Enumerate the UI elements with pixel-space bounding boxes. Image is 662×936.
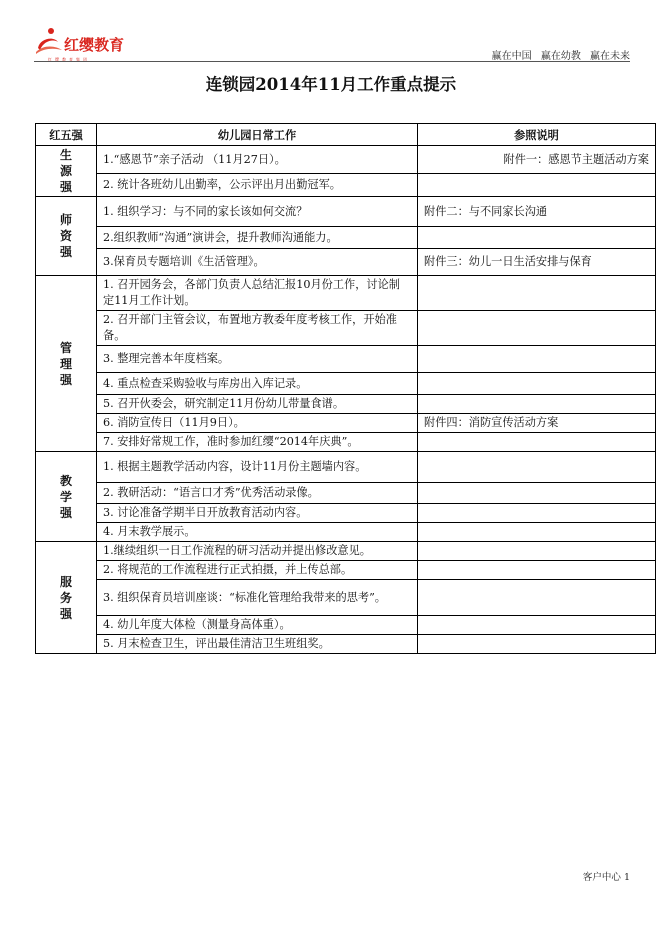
task-cell: 1. 组织学习：与不同的家长该如何交流？ — [97, 197, 418, 227]
table-row — [36, 276, 656, 311]
task-cell: 1. 召开园务会，各部门负责人总结汇报10月份工作，讨论制定11月工作计划。 — [97, 276, 418, 311]
task-cell: 5. 月末检查卫生，评出最佳清洁卫生班组奖。 — [97, 635, 418, 654]
table-row — [36, 346, 656, 373]
reference-cell — [418, 174, 656, 197]
column-header-reference: 参照说明 — [418, 124, 656, 146]
reference-cell — [418, 433, 656, 452]
table-row — [36, 414, 656, 433]
page-footer: 客户中心 1 — [582, 872, 630, 883]
column-header-daily-work: 幼儿园日常工作 — [97, 124, 418, 146]
table-row — [36, 616, 656, 635]
task-cell: 2.组织教师“沟通”演讲会，提升教师沟通能力。 — [97, 227, 418, 249]
reference-cell — [418, 616, 656, 635]
task-cell: 3.保育员专题培训《生活管理》。 — [97, 249, 418, 276]
reference-cell — [418, 483, 656, 504]
category-cell-management: 管理强 — [36, 276, 97, 452]
task-cell: 1.“感恩节”亲子活动 （11月27日）。 — [97, 146, 418, 174]
header-divider — [34, 61, 630, 62]
category-cell-teachers: 师资强 — [36, 197, 97, 276]
task-cell: 3. 组织保育员培训座谈：“标准化管理给我带来的思考”。 — [97, 580, 418, 616]
table-header-row — [36, 124, 656, 146]
table-row — [36, 542, 656, 561]
table-row — [36, 561, 656, 580]
table-row — [36, 373, 656, 395]
column-header-category: 红五强 — [36, 124, 97, 146]
reference-cell — [418, 227, 656, 249]
logo-subtext: 红缨教育集团 — [48, 57, 90, 62]
task-cell: 6. 消防宣传日（11月9日）。 — [97, 414, 418, 433]
category-cell-service: 服务强 — [36, 542, 97, 654]
reference-cell: 附件四：消防宣传活动方案 — [418, 414, 656, 433]
reference-cell — [418, 311, 656, 346]
task-cell: 2. 将规范的工作流程进行正式拍摄，并上传总部。 — [97, 561, 418, 580]
reference-cell — [418, 346, 656, 373]
reference-cell — [418, 373, 656, 395]
task-cell: 2. 教研活动：“语言口才秀”优秀活动录像。 — [97, 483, 418, 504]
table-row — [36, 311, 656, 346]
header-slogan: 赢在中国 赢在幼教 赢在未来 — [491, 51, 630, 62]
reference-cell: 附件三：幼儿一日生活安排与保育 — [418, 249, 656, 276]
reference-cell — [418, 276, 656, 311]
reference-cell — [418, 580, 656, 616]
category-cell-teaching: 教学强 — [36, 452, 97, 542]
category-cell-enrollment: 生源强 — [36, 146, 97, 197]
reference-cell — [418, 504, 656, 523]
reference-cell: 附件二：与不同家长沟通 — [418, 197, 656, 227]
task-cell: 4. 幼儿年度大体检（测量身高体重）。 — [97, 616, 418, 635]
table-row — [36, 523, 656, 542]
table-row — [36, 227, 656, 249]
table-row — [36, 174, 656, 197]
reference-cell: 附件一：感恩节主题活动方案 — [418, 146, 656, 174]
task-cell: 3. 整理完善本年度档案。 — [97, 346, 418, 373]
table-row — [36, 433, 656, 452]
page-title: 连锁园2014年11月工作重点提示 — [205, 75, 457, 94]
task-cell: 1. 根据主题教学活动内容，设计11月份主题墙内容。 — [97, 452, 418, 483]
table-row — [36, 249, 656, 276]
reference-cell — [418, 452, 656, 483]
task-cell: 7. 安排好常规工作，准时参加红缨“2014年庆典”。 — [97, 433, 418, 452]
page-header — [0, 0, 662, 64]
task-cell: 4. 重点检查采购验收与库房出入库记录。 — [97, 373, 418, 395]
task-cell: 5. 召开伙委会，研究制定11月份幼儿带量食谱。 — [97, 395, 418, 414]
logo-text: 红缨教育 — [64, 36, 125, 54]
task-cell: 2. 统计各班幼儿出勤率，公示评出月出勤冠军。 — [97, 174, 418, 197]
table-row — [36, 452, 656, 483]
reference-cell — [418, 523, 656, 542]
reference-cell — [418, 542, 656, 561]
table-row — [36, 395, 656, 414]
task-cell: 3. 讨论准备学期半日开放教育活动内容。 — [97, 504, 418, 523]
table-row — [36, 146, 656, 174]
table-row — [36, 635, 656, 654]
table-row — [36, 197, 656, 227]
task-cell: 1.继续组织一日工作流程的研习活动并提出修改意见。 — [97, 542, 418, 561]
logo-swoosh-icon — [34, 26, 66, 56]
reference-cell — [418, 635, 656, 654]
reference-cell — [418, 561, 656, 580]
work-plan-table — [35, 123, 656, 654]
table-row — [36, 504, 656, 523]
table-row — [36, 580, 656, 616]
reference-cell — [418, 395, 656, 414]
company-logo — [34, 26, 144, 62]
task-cell: 4. 月末教学展示。 — [97, 523, 418, 542]
table-row — [36, 483, 656, 504]
task-cell: 2. 召开部门主管会议，布置地方教委年度考核工作，开始准备。 — [97, 311, 418, 346]
